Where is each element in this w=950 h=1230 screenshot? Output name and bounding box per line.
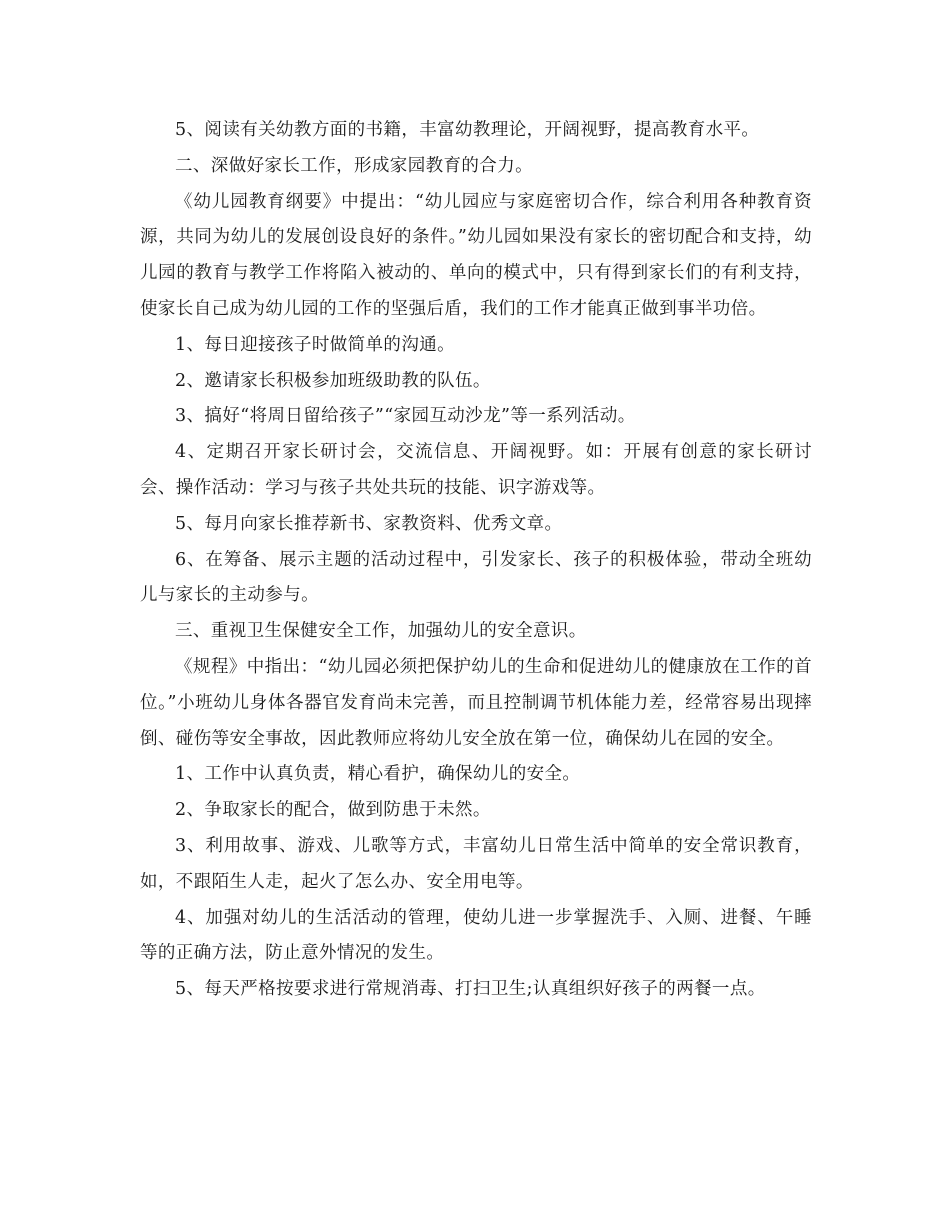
list-item-responsible-care: 1、工作中认真负责，精心看护，确保幼儿的安全。 bbox=[175, 764, 581, 785]
list-item-disinfection: 5、每天严格按要求进行常规消毒、打扫卫生;认真组织好孩子的两餐一点。 bbox=[175, 979, 766, 1000]
list-item-parent-cooperation: 2、争取家长的配合，做到防患于未然。 bbox=[175, 800, 491, 821]
section-heading-parent-work: 二、深做好家长工作，形成家园教育的合力。 bbox=[175, 155, 533, 176]
list-item-theme-activities: 6、在筹备、展示主题的活动过程中，引发家长、孩子的积极体验，带动全班幼儿与家长的主动参与。 bbox=[140, 549, 812, 606]
paragraph-outline-quote: 《幼儿园教育纲要》中提出：“幼儿园应与家庭密切合作，综合利用各种教育资源，共同为幼儿的发展创设良好的条件。”幼儿园如果没有家长的密切配合和支持，幼儿园的教育与教学工作将陷入被动的、单向的模式中，只有得到家长们的有利支持，使家长自己成为幼儿园的工作的坚强后盾，我们的工作才能真正做到事半功倍。 bbox=[140, 191, 812, 319]
list-item-safety-education: 3、利用故事、游戏、儿歌等方式，丰富幼儿日常生活中简单的安全常识教育，如，不跟陌生人走，起火了怎么办、安全用电等。 bbox=[140, 835, 812, 892]
list-item-parent-seminar: 4、定期召开家长研讨会，交流信息、开阔视野。如：开展有创意的家长研讨会、操作活动：学习与孩子共处共玩的技能、识字游戏等。 bbox=[140, 442, 812, 498]
list-item-invite-parents: 2、邀请家长积极参加班级助教的队伍。 bbox=[175, 370, 491, 391]
list-item-recommend-books: 5、每月向家长推荐新书、家教资料、优秀文章。 bbox=[175, 513, 563, 534]
section-heading-safety: 三、重视卫生保健安全工作，加强幼儿的安全意识。 bbox=[175, 621, 587, 642]
document-body bbox=[140, 113, 812, 1008]
list-item-daily-routine: 4、加强对幼儿的生活活动的管理，使幼儿进一步掌握洗手、入厕、进餐、午睡等的正确方法，防止意外情况的发生。 bbox=[140, 907, 812, 964]
list-item-activities: 3、搞好“将周日留给孩子”“家园互动沙龙”等一系列活动。 bbox=[175, 406, 636, 427]
paragraph-reading-books: 5、阅读有关幼教方面的书籍，丰富幼教理论，开阔视野，提高教育水平。 bbox=[175, 120, 760, 140]
list-item-daily-communication: 1、每日迎接孩子时做简单的沟通。 bbox=[175, 334, 456, 355]
paragraph-regulations-quote: 《规程》中指出：“幼儿园必须把保护幼儿的生命和促进幼儿的健康放在工作的首位。”小班幼儿身体各器官发育尚未完善，而且控制调节机体能力差，经常容易出现摔倒、碰伤等安全事故，因此教师应将幼儿安全放在第一位，确保幼儿在园的安全。 bbox=[140, 656, 812, 749]
